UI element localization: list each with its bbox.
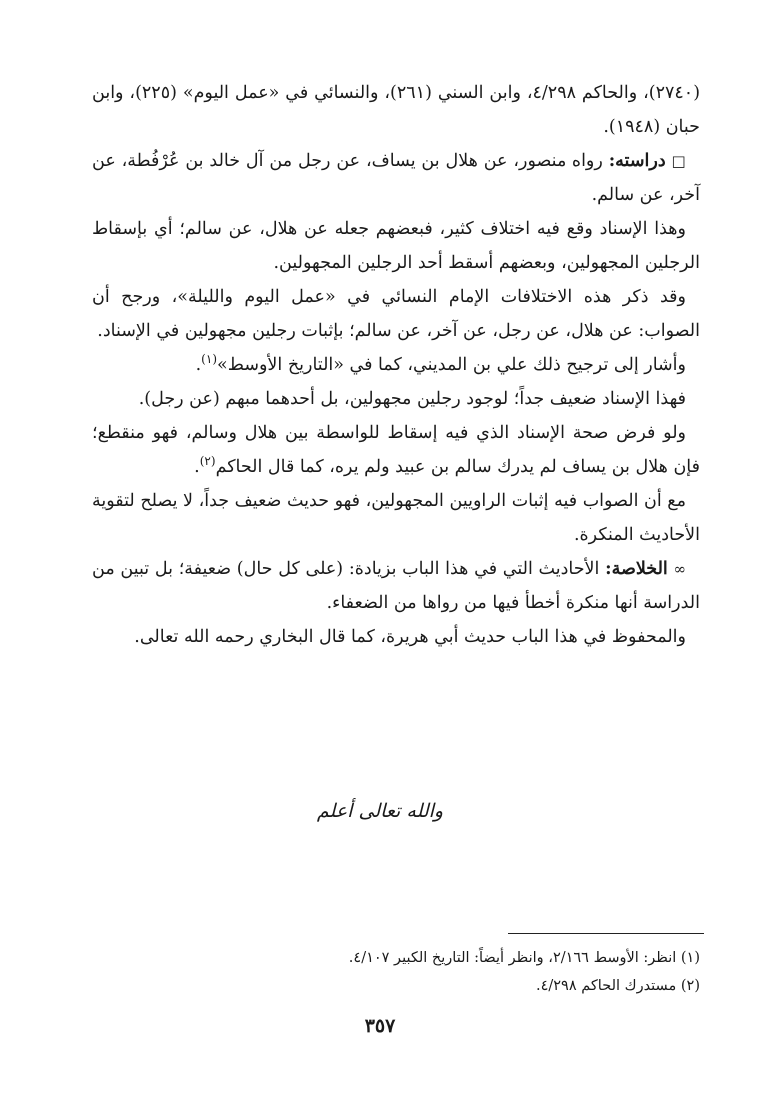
footnote-ref-2[interactable]: (٢) (199, 454, 216, 469)
study-label: دراسته: (608, 151, 666, 171)
disconnection-end: . (194, 457, 200, 477)
paragraph-ibn-madini (92, 348, 700, 382)
paragraph-isnad-dispute: وهذا الإسناد وقع فيه اختلاف كثير، فبعضهم جعله عن هلال، عن سالم؛ أي بإسقاط الرجلين المجهولين، وبعضهم أسقط أحد الرجلين المجهولين. (92, 219, 700, 273)
paragraph-disconnection (92, 416, 700, 484)
footnotes (92, 944, 700, 1000)
footnote-divider (508, 933, 704, 934)
closing-phrase: والله تعالى أعلم (316, 800, 444, 822)
square-bullet-icon: □ (671, 152, 686, 170)
ibn-madini-text: وأشار إلى ترجيح ذلك علي بن المديني، كما في «التاريخ الأوسط» (217, 355, 686, 375)
infinity-bullet-icon: ∞ (673, 560, 686, 578)
paragraph-summary (92, 552, 700, 620)
footnote-ref-1[interactable]: (١) (201, 352, 217, 367)
paragraph-preserved-hadith: والمحفوظ في هذا الباب حديث أبي هريرة، كما قال البخاري رحمه الله تعالى. (134, 627, 686, 647)
paragraph-citations: (٢٧٤٠)، والحاكم ٤/٢٩٨، وابن السني (٢٦١)، والنسائي في «عمل اليوم» (٢٢٥)، وابن حبان (١٩٤٨). (92, 83, 701, 137)
paragraph-study (92, 144, 700, 212)
summary-text: الأحاديث التي في هذا الباب بزيادة: (على كل حال) ضعيفة؛ بل تبين من الدراسة أنها منكرة أخطأ فيها من رواها من الضعفاء. (92, 559, 700, 613)
summary-label: الخلاصة: (605, 559, 668, 579)
disconnection-text: ولو فرض صحة الإسناد الذي فيه إسقاط للواسطة بين هلال وسالم، فهو منقطع؛ فإن هلال بن يساف لم يدرك سالم بن عبيد ولم يره، كما قال الحاكم (92, 423, 700, 477)
paragraph-weak-isnad: فهذا الإسناد ضعيف جداً؛ لوجود رجلين مجهولين، بل أحدهما مبهم (عن رجل). (138, 389, 686, 409)
page-number: ٣٥٧ (364, 1015, 396, 1037)
paragraph-conclusion-weak: مع أن الصواب فيه إثبات الراويين المجهولين، فهو حديث ضعيف جداً، لا يصلح لتقوية الأحاديث المنكرة. (92, 491, 700, 545)
footnote-1: (١) انظر: الأوسط ٢/١٦٦، وانظر أيضاً: التاريخ الكبير ٤/١٠٧. (348, 950, 700, 966)
ibn-madini-end: . (195, 355, 202, 375)
paragraph-nasai-preference: وقد ذكر هذه الاختلافات الإمام النسائي في «عمل اليوم والليلة»، ورجح أن الصواب: عن هلال، عن رجل، عن آخر، عن سالم؛ بإثبات رجلين مجهولين في الإسناد. (92, 287, 700, 341)
study-text: رواه منصور، عن هلال بن يساف، عن رجل من آل خالد بن عُرْفُطة، عن آخر، عن سالم. (92, 151, 700, 205)
main-text (92, 76, 700, 654)
footnote-2: (٢) مستدرك الحاكم ٤/٢٩٨. (535, 978, 700, 994)
